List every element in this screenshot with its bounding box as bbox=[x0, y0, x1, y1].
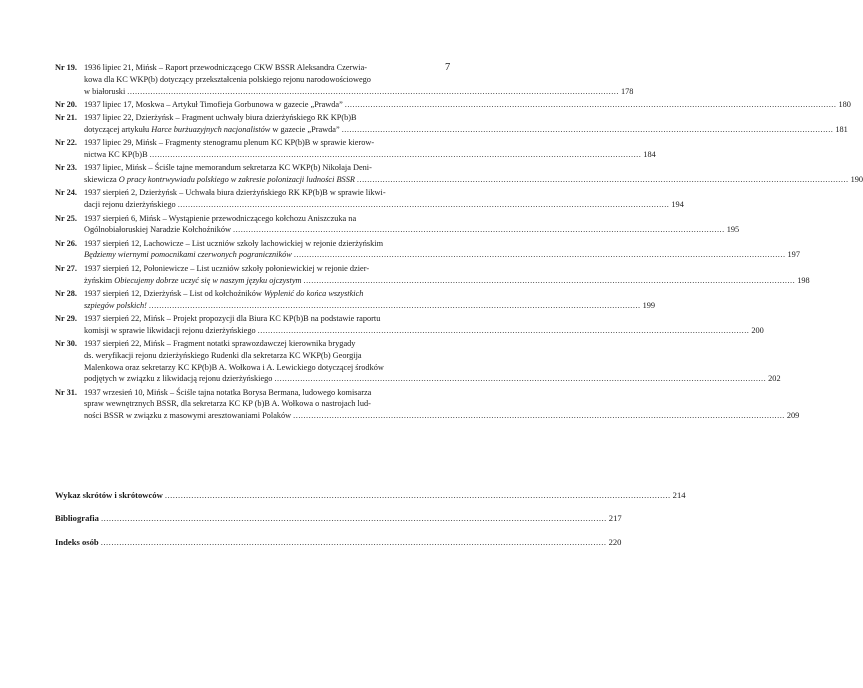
italic-title: Wyplenić do końca wszystkich bbox=[263, 288, 364, 298]
entry-number: Nr 24. bbox=[55, 188, 77, 198]
entry-line: ności BSSR w związku z masowymi aresztowaniami Polaków bbox=[84, 411, 292, 421]
dot-leader bbox=[165, 490, 671, 500]
entry-text: skiewicza bbox=[84, 175, 119, 185]
entry-line: podjętych w związku z likwidacją rejonu dzierżyńskiego bbox=[84, 374, 273, 384]
entry-line: 1937 lipiec, Mińsk – Ściśle tajne memorandum sekretarza KC WKP(b) Nikołaja Deni- bbox=[84, 163, 372, 173]
entry-line: 1937 sierpień 22, Mińsk – Projekt propozycji dla Biura KC KP(b)B na podstawie raportu bbox=[84, 313, 381, 323]
section-page: 220 bbox=[608, 537, 622, 547]
entry-line: dacji rejonu dzierżyńskiego bbox=[84, 200, 176, 210]
entry-text: żyńskim bbox=[84, 275, 115, 285]
entry-text: dotyczącej artykułu bbox=[84, 124, 152, 134]
toc-entry bbox=[55, 99, 851, 111]
entry-body bbox=[84, 99, 851, 111]
entry-body bbox=[84, 162, 863, 186]
entry-page: 198 bbox=[797, 275, 810, 285]
entry-line: 1937 lipiec 22, Dzierżyńsk – Fragment uchwały biura dzierżyńskiego RK KP(b)B bbox=[84, 113, 357, 123]
dot-leader bbox=[304, 275, 796, 287]
entry-last-line bbox=[84, 224, 739, 236]
entry-body bbox=[84, 62, 633, 97]
entry-page: 178 bbox=[620, 86, 634, 96]
section-title: Wykaz skrótów i skrótowców bbox=[55, 490, 163, 500]
entry-page: 197 bbox=[787, 250, 800, 260]
entry-last-line bbox=[84, 149, 656, 161]
entry-line: spraw wewnętrznych BSSR, dla sekretarza KC KP (b)B A. Wołkowa o nastrojach lud- bbox=[84, 399, 371, 409]
entry-line bbox=[84, 275, 302, 287]
entry-last-line bbox=[84, 300, 655, 312]
entry-line: 1937 sierpień 22, Mińsk – Fragment notatki sprawozdawczej kierownika brygady bbox=[84, 339, 356, 349]
dot-leader bbox=[101, 537, 607, 547]
entry-line: 1937 sierpień 12, Połoniewicze – List uczniów szkoły połoniewickiej w rejonie dzier- bbox=[84, 263, 370, 273]
entry-page: 184 bbox=[643, 150, 656, 160]
entry-body bbox=[84, 288, 655, 312]
entry-last-line bbox=[84, 325, 764, 337]
entry-last-line bbox=[84, 275, 810, 287]
entry-line: 1937 wrzesień 10, Mińsk – Ściśle tajna notatka Borysa Bermana, ludowego komisarza bbox=[84, 387, 372, 397]
toc-entry bbox=[55, 387, 800, 422]
entry-line bbox=[84, 288, 655, 300]
dot-leader bbox=[258, 325, 750, 337]
dot-leader bbox=[127, 86, 619, 98]
entry-line: ds. weryfikacji rejonu dzierżyńskiego Rudenki dla sekretarza KC WKP(b) Georgija bbox=[84, 350, 362, 360]
table-of-contents bbox=[55, 62, 863, 423]
section-title: Bibliografia bbox=[55, 513, 99, 523]
entry-line: 1937 lipiec 17, Moskwa – Artykuł Timofieja Gorbunowa w gazecie „Prawda” bbox=[84, 99, 343, 109]
entry-text: 1937 sierpień 12, Dzierżyńsk – List od kołchoźników bbox=[84, 288, 264, 298]
section-page: 217 bbox=[608, 513, 622, 523]
entry-page: 209 bbox=[786, 411, 800, 421]
entry-line: nictwa KC KP(b)B bbox=[84, 150, 148, 160]
entry-last-line bbox=[84, 86, 633, 98]
dot-leader bbox=[342, 124, 834, 136]
entry-line: kowa dla KC WKP(b) dotyczący przekształcenia polskiego rejonu narodowościowego bbox=[84, 74, 371, 84]
entry-last-line bbox=[84, 410, 799, 422]
entry-last-line bbox=[84, 99, 851, 111]
italic-title: O pracy kontrwywiadu polskiego w zakresie polonizacji ludności BSSR bbox=[118, 175, 355, 185]
entry-body bbox=[84, 238, 800, 262]
dot-leader bbox=[149, 300, 641, 312]
entry-body bbox=[84, 263, 810, 287]
entry-line: Ogólnobiałoruskiej Naradzie Kołchoźników bbox=[84, 225, 231, 235]
entry-line: komisji w sprawie likwidacji rejonu dzierżyńskiego bbox=[84, 325, 256, 335]
toc-entry bbox=[55, 137, 656, 161]
entry-line bbox=[84, 174, 355, 186]
entry-line: 1937 sierpień 12, Lachowicze – List uczniów szkoły lachowickiej w rejonie dzierżyńskim bbox=[84, 238, 384, 248]
dot-leader bbox=[233, 224, 725, 236]
italic-title: szpiegów polskich! bbox=[84, 300, 147, 310]
section-page: 214 bbox=[672, 490, 686, 500]
toc-entry bbox=[55, 263, 810, 287]
toc-section-bibliography bbox=[55, 513, 622, 523]
entry-line bbox=[84, 300, 147, 312]
entry-body bbox=[84, 187, 684, 211]
entry-number: Nr 21. bbox=[55, 113, 77, 123]
dot-leader bbox=[150, 149, 642, 161]
italic-title: Obiecujemy dobrze uczyć się w naszym języku ojczystym bbox=[114, 275, 302, 285]
dot-leader bbox=[357, 174, 849, 186]
entry-page: 199 bbox=[642, 300, 656, 310]
entry-number: Nr 27. bbox=[55, 263, 77, 273]
toc-entry bbox=[55, 162, 863, 186]
dot-leader bbox=[101, 513, 607, 523]
entry-line: 1936 lipiec 21, Mińsk – Raport przewodniczącego CKW BSSR Aleksandra Czerwia- bbox=[84, 63, 368, 72]
entry-last-line bbox=[84, 199, 684, 211]
entry-body bbox=[84, 387, 799, 422]
toc-section-abbreviations bbox=[55, 490, 686, 500]
dot-leader bbox=[274, 373, 766, 385]
entry-page: 181 bbox=[835, 124, 848, 134]
italic-title: Będziemy wiernymi pomocnikami czerwonych pograniczników bbox=[84, 250, 292, 260]
entry-line: Malenkowa oraz sekretarzy KC KP(b)B A. Wołkowa i A. Lewickiego dotyczącej środków bbox=[84, 362, 384, 372]
entry-body bbox=[84, 213, 739, 237]
entry-number: Nr 30. bbox=[55, 339, 77, 349]
entry-number: Nr 23. bbox=[55, 163, 77, 173]
toc-entry bbox=[55, 62, 634, 97]
toc-entry bbox=[55, 238, 800, 262]
section-title: Indeks osób bbox=[55, 537, 99, 547]
entry-line bbox=[84, 249, 292, 261]
entry-number: Nr 19. bbox=[55, 63, 77, 72]
entry-page: 190 bbox=[850, 175, 863, 185]
dot-leader bbox=[178, 199, 670, 211]
entry-page: 195 bbox=[726, 225, 740, 235]
entry-line bbox=[84, 124, 340, 136]
entry-page: 202 bbox=[768, 374, 781, 384]
entry-number: Nr 28. bbox=[55, 288, 77, 298]
entry-last-line bbox=[84, 249, 800, 261]
entry-number: Nr 29. bbox=[55, 313, 77, 323]
page-number: 7 bbox=[445, 62, 451, 73]
entry-number: Nr 26. bbox=[55, 238, 77, 248]
entry-page: 194 bbox=[671, 200, 684, 210]
entry-page: 200 bbox=[751, 325, 764, 335]
entry-last-line bbox=[84, 373, 781, 385]
toc-entry bbox=[55, 288, 656, 312]
dot-leader bbox=[293, 410, 785, 422]
dot-leader bbox=[294, 249, 786, 261]
entry-body bbox=[84, 137, 656, 161]
entry-number: Nr 20. bbox=[55, 99, 77, 109]
toc-entry bbox=[55, 187, 684, 211]
italic-title: Harce burżuazyjnych nacjonalistów bbox=[151, 124, 271, 134]
entry-line: 1937 sierpień 2, Dzierżyńsk – Uchwała biura dzierżyńskiego RK KP(b)B w sprawie likwi- bbox=[84, 188, 386, 198]
entry-number: Nr 22. bbox=[55, 138, 77, 148]
entry-number: Nr 31. bbox=[55, 387, 77, 397]
dot-leader bbox=[345, 99, 837, 111]
entry-line: w białoruski bbox=[84, 86, 126, 96]
entry-body bbox=[84, 338, 781, 385]
entry-body bbox=[84, 313, 764, 337]
entry-last-line bbox=[84, 174, 863, 186]
entry-number: Nr 25. bbox=[55, 213, 77, 223]
toc-entry bbox=[55, 213, 740, 237]
entry-line: 1937 lipiec 29, Mińsk – Fragmenty stenogramu plenum KC KP(b)B w sprawie kierow- bbox=[84, 138, 375, 148]
entry-body bbox=[84, 112, 848, 136]
entry-line: 1937 sierpień 6, Mińsk – Wystąpienie przewodniczącego kołchozu Aniszczuka na bbox=[84, 213, 357, 223]
toc-entry bbox=[55, 313, 764, 337]
toc-entry bbox=[55, 112, 848, 136]
toc-section-index bbox=[55, 537, 622, 547]
entry-page: 180 bbox=[838, 99, 851, 109]
entry-text: w gazecie „Prawda” bbox=[270, 124, 340, 134]
toc-entry bbox=[55, 338, 781, 385]
entry-last-line bbox=[84, 124, 848, 136]
